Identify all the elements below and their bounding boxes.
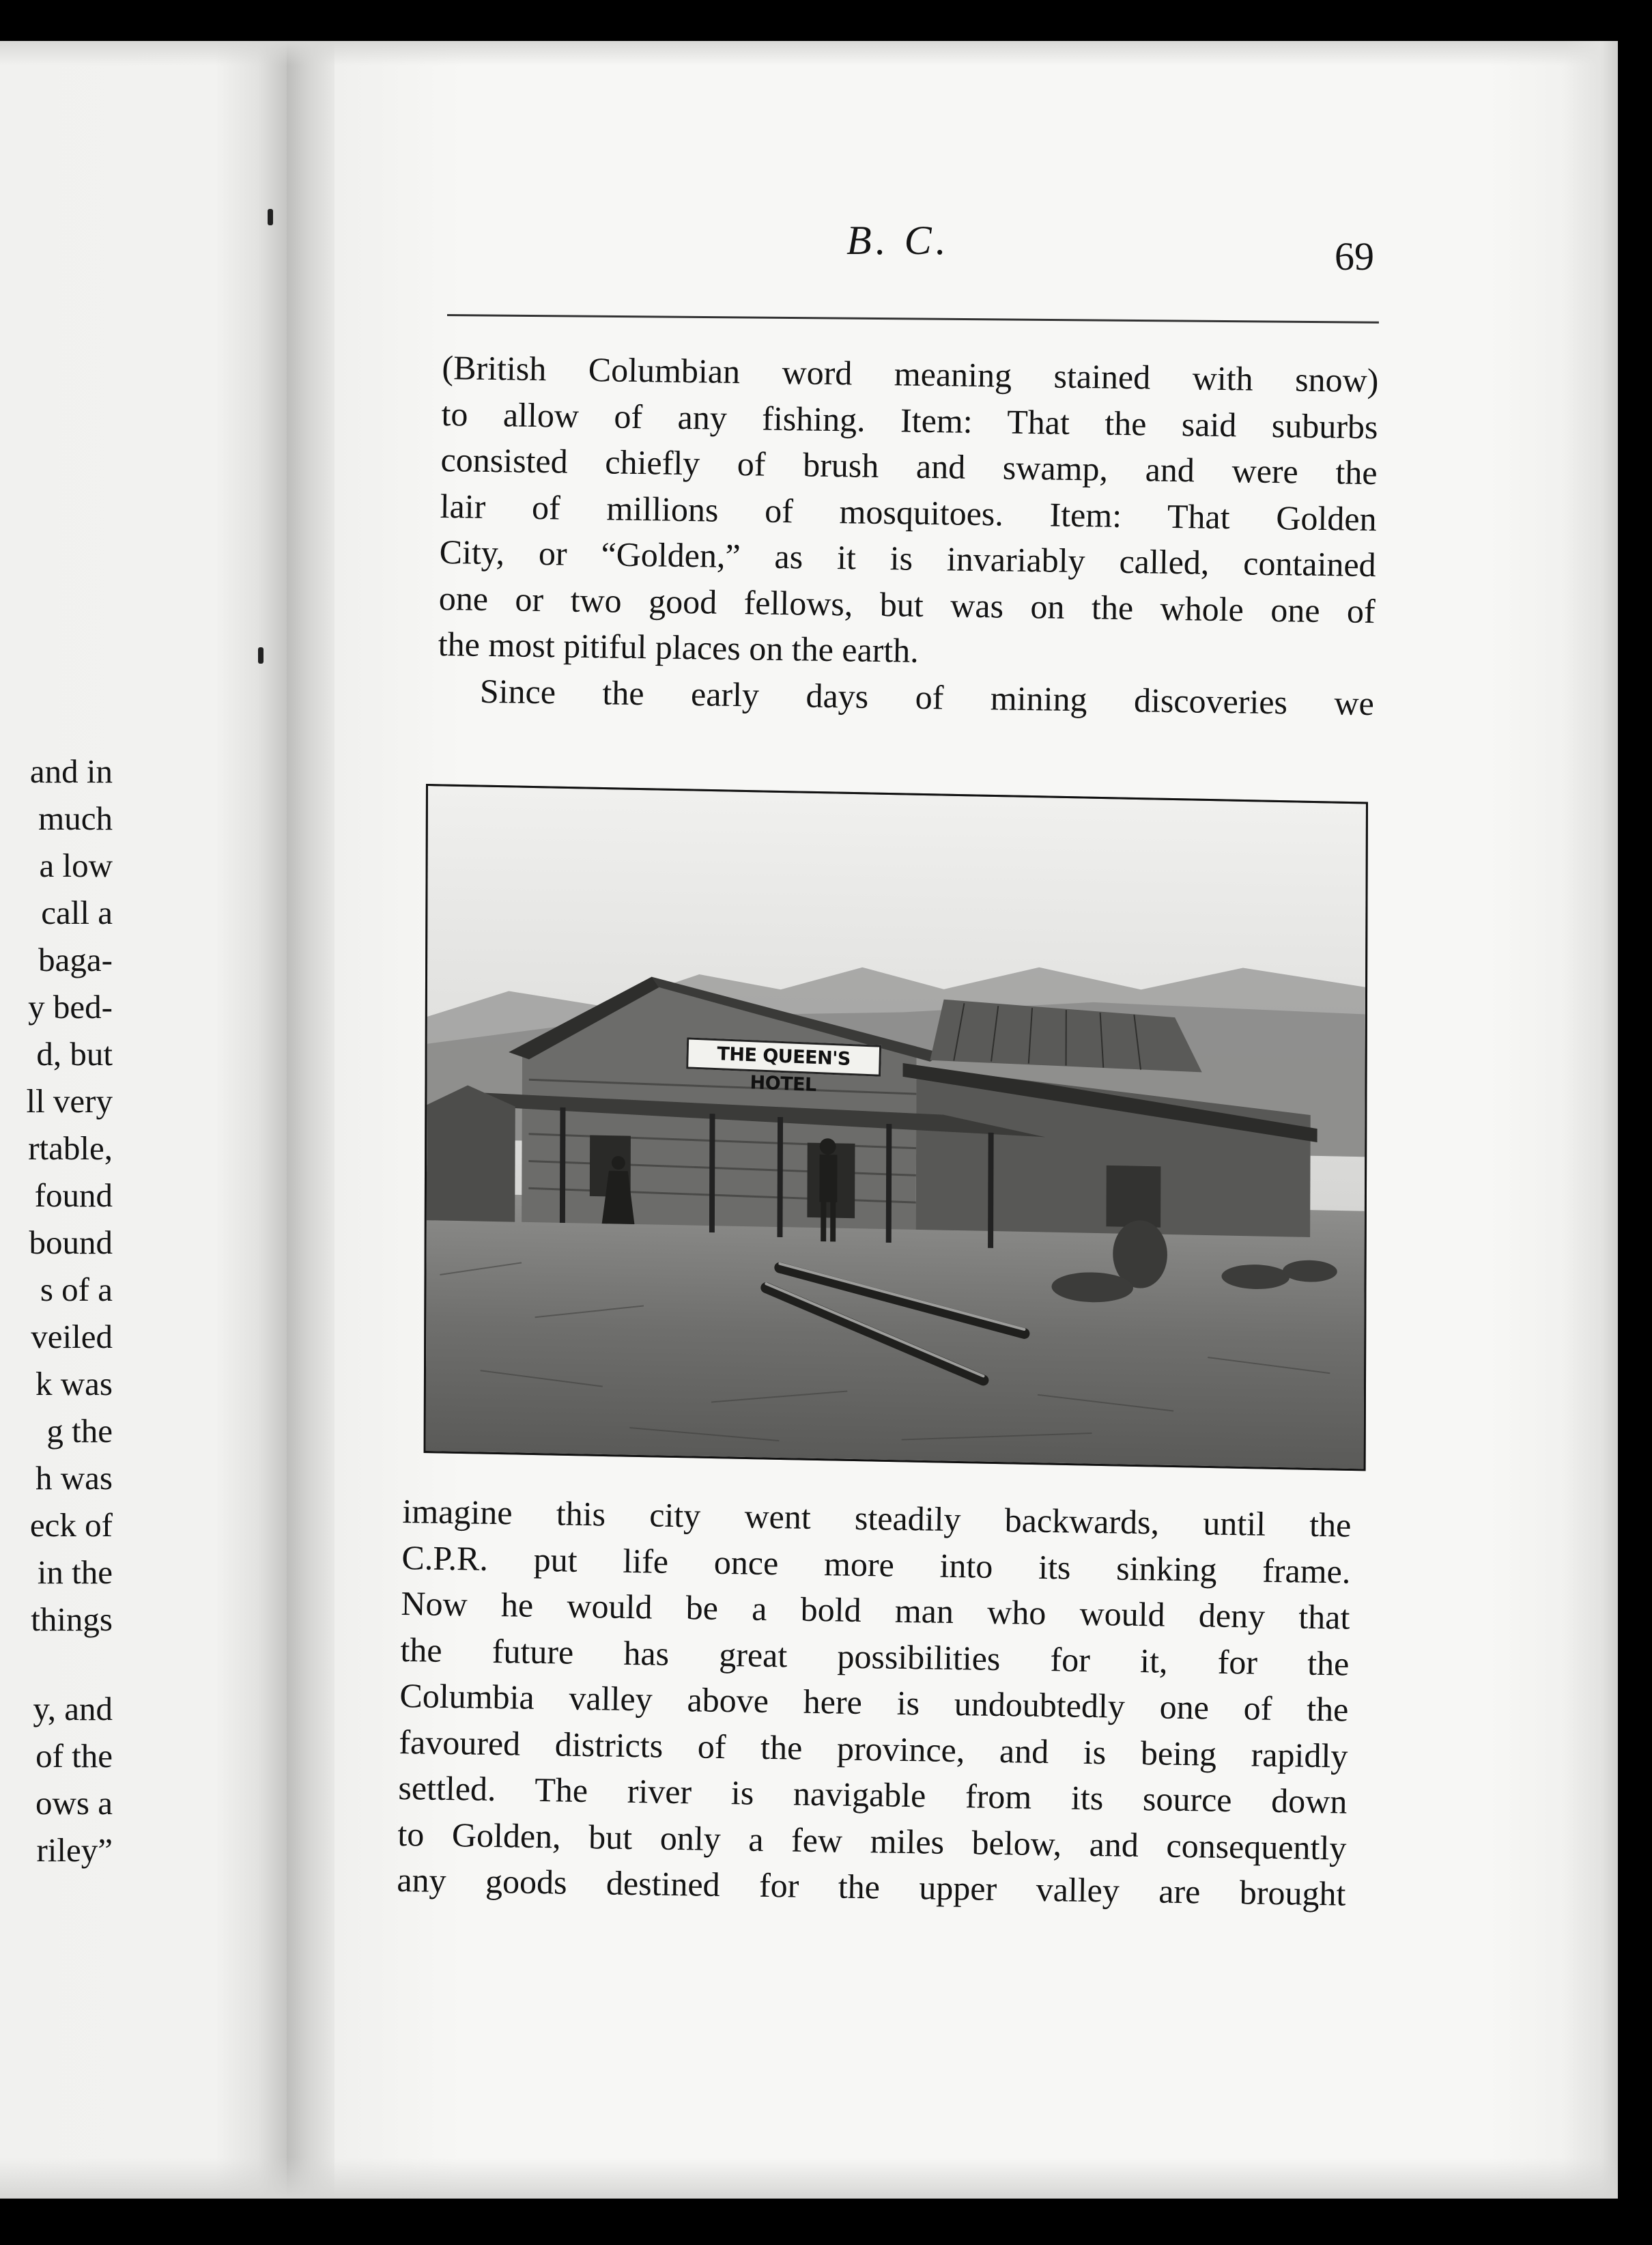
- text-line: Since the early days of mining discoveries we: [479, 671, 1375, 722]
- left-line: eck of: [29, 1506, 113, 1544]
- left-page-text: [0, 748, 113, 1874]
- left-line: things: [31, 1600, 113, 1638]
- left-line: of the: [35, 1737, 113, 1775]
- left-line: s of a: [40, 1271, 113, 1308]
- margin-mark: [268, 209, 273, 225]
- left-line: y bed-: [28, 988, 113, 1026]
- hotel-sign: THE QUEEN'S HOTEL: [686, 1037, 881, 1076]
- text-line: City, or “Golden,” as it is invariably called, contained: [439, 532, 1377, 584]
- text-line: any goods destined for the upper valley are brought: [397, 1860, 1346, 1913]
- left-line: d, but: [36, 1035, 113, 1073]
- left-line: call a: [41, 894, 113, 931]
- text-line: consisted chiefly of brush and swamp, and were the: [440, 440, 1378, 492]
- paragraph-top: [437, 345, 1378, 726]
- text-line: the most pitiful places on the earth.: [438, 624, 920, 670]
- left-line: in the: [37, 1553, 113, 1591]
- text-line: to Golden, but only a few miles below, and consequently: [397, 1814, 1347, 1867]
- text-line: settled. The river is navigable from its source down: [398, 1768, 1348, 1821]
- text-line: (British Columbian word meaning stained with snow): [442, 348, 1379, 400]
- page-number: 69: [1335, 234, 1374, 279]
- left-line: rtable,: [28, 1129, 113, 1167]
- text-line: favoured districts of the province, and is being rapidly: [399, 1722, 1348, 1775]
- left-line: much: [38, 800, 113, 837]
- left-line: and in: [29, 752, 113, 790]
- left-line: bound: [29, 1224, 113, 1261]
- paragraph-bottom: [397, 1488, 1352, 1917]
- hotel-photograph: [424, 784, 1368, 1471]
- book-gutter: [287, 41, 334, 2199]
- text-line: the future has great possibilities for it, for the: [400, 1630, 1350, 1683]
- left-line: g the: [46, 1412, 113, 1450]
- left-line: a low: [39, 847, 113, 884]
- left-line: [0, 1643, 113, 1685]
- text-line: Columbia valley above here is undoubtedly one of the: [399, 1676, 1349, 1729]
- left-line: h was: [35, 1459, 113, 1497]
- left-line: y, and: [33, 1690, 113, 1727]
- text-line: one or two good fellows, but was on the whole one of: [438, 578, 1376, 630]
- left-line: ll very: [26, 1082, 113, 1120]
- page-bottom-edge: [0, 2158, 1618, 2199]
- page-top-shadow: [0, 41, 1618, 66]
- text-line: Now he would be a bold man who would deny that: [401, 1583, 1350, 1637]
- left-line: riley”: [36, 1831, 113, 1869]
- text-line: to allow of any fishing. Item: That the said suburbs: [441, 394, 1378, 446]
- left-page: [0, 41, 287, 2199]
- photo-image: [426, 786, 1366, 1469]
- margin-mark: [258, 647, 264, 664]
- left-line: k was: [35, 1365, 113, 1402]
- left-line: found: [34, 1176, 113, 1214]
- left-line: baga-: [38, 941, 113, 978]
- left-line: ows a: [35, 1784, 113, 1822]
- left-line: veiled: [31, 1318, 113, 1355]
- text-line: C.P.R. put life once more into its sinking frame.: [401, 1538, 1351, 1591]
- page-right-edge: [1563, 41, 1618, 2199]
- text-line: lair of millions of mosquitoes. Item: That Golden: [440, 486, 1377, 538]
- text-line: imagine this city went steadily backwards, until the: [402, 1491, 1352, 1544]
- running-head: B. C.: [846, 218, 950, 263]
